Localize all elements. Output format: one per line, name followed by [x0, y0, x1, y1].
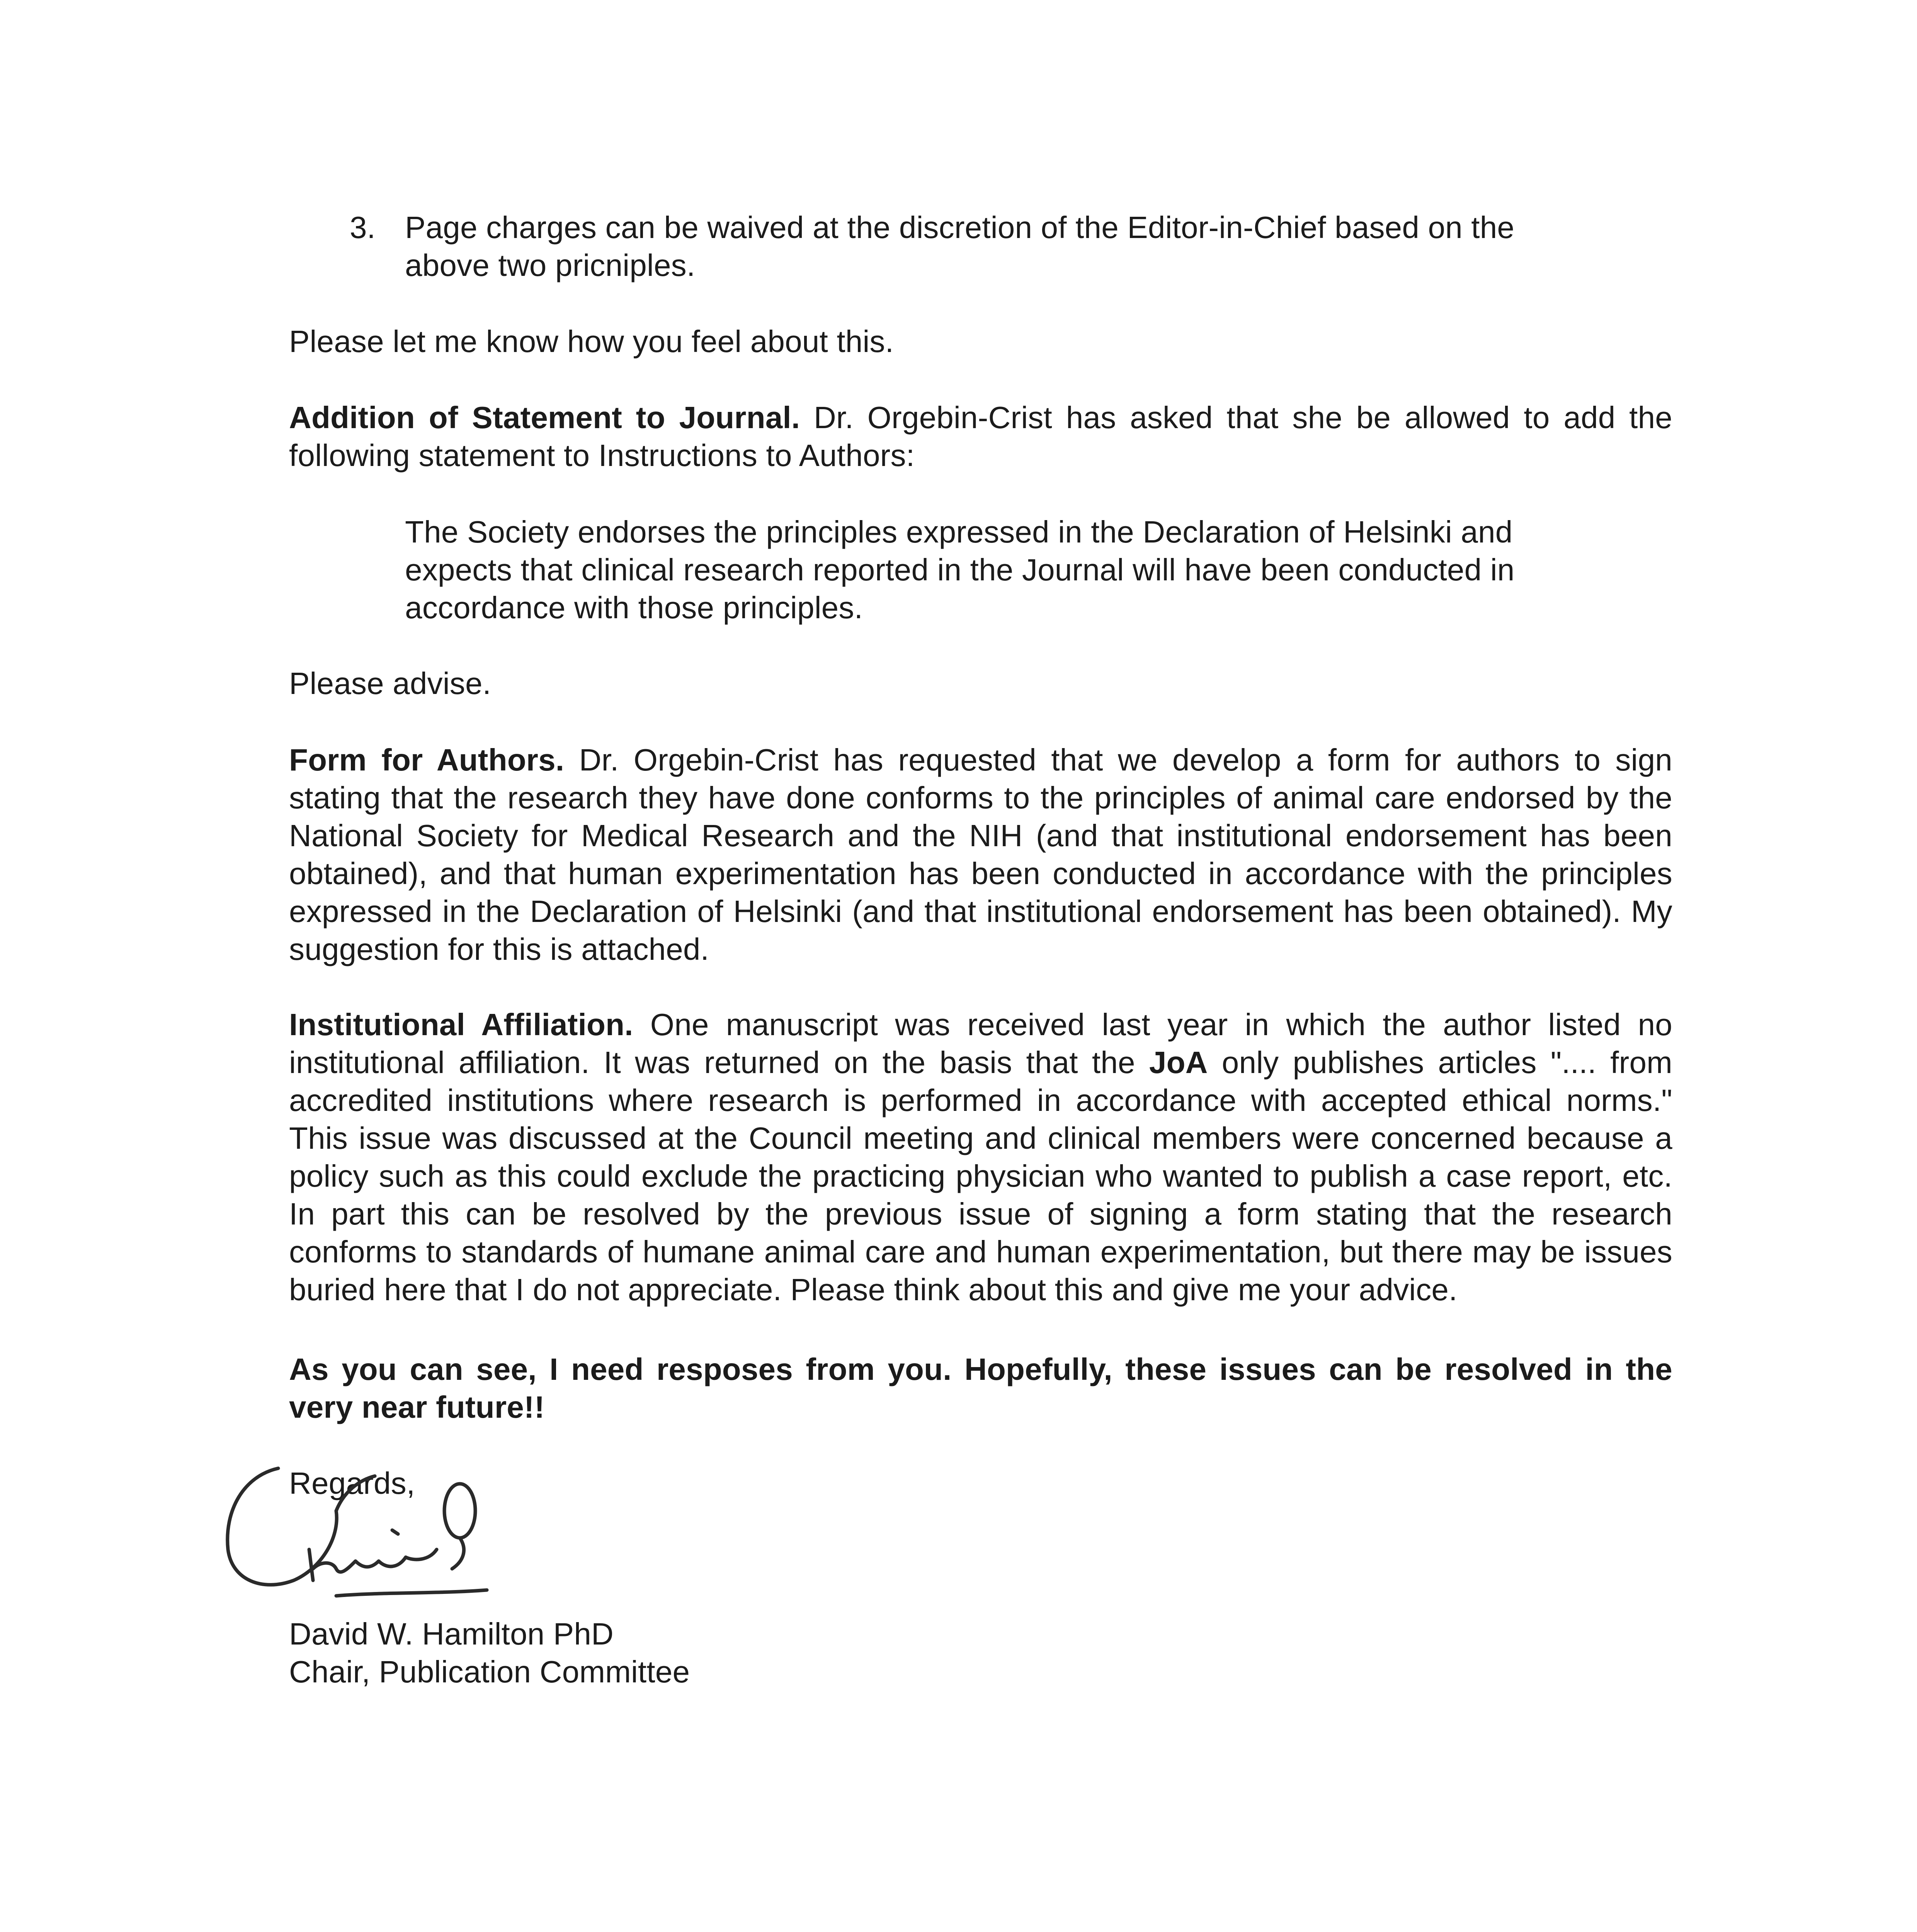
affiliation-paragraph [289, 1006, 1672, 1309]
form-authors-heading: Form for Authors. [289, 743, 565, 777]
list-number: 3. [350, 210, 376, 245]
signer-title: Chair, Publication Committee [289, 1655, 690, 1689]
handwritten-signature [220, 1453, 506, 1615]
helsinki-quote: The Society endorses the principles expressed in the Declaration of Helsinki and expects that clinical research reported in the Journal will have been conducted in accordance with those principles. [405, 515, 1515, 625]
affiliation-body-1: One manuscript was received last year in which the author listed no institutional affiliation. It was returned on the basis that the [289, 1007, 1672, 1080]
salutation: Regards, [289, 1466, 415, 1500]
list-item-3-text: Page charges can be waived at the discretion of the Editor-in-Chief based on the above two pricniples. [405, 210, 1515, 282]
statement-heading: Addition of Statement to Journal. [289, 400, 800, 435]
form-authors-body: Dr. Orgebin-Crist has requested that we develop a form for authors to sign stating that the research they have done conforms to the principles of animal care endorsed by the National Society for Medical Research and the NIH (and that institutional endorsement has been obtained), and that human experimentation has been conducted in accordance with the principles expressed in the Declaration of Helsinki (and that institutional endorsement has been obtained). My suggestion for this is attached. [289, 743, 1672, 966]
closing-emphasis: As you can see, I need resposes from you. Hopefully, these issues can be resolved in the very near future!! [289, 1352, 1672, 1424]
feel-paragraph: Please let me know how you feel about this. [289, 324, 894, 359]
form-authors-paragraph [289, 741, 1672, 968]
statement-body: Dr. Orgebin-Crist has asked that she be allowed to add the following statement to Instructions to Authors: [289, 400, 1672, 473]
journal-abbreviation: JoA [1149, 1045, 1208, 1080]
signer-name: David W. Hamilton PhD [289, 1617, 614, 1651]
affiliation-heading: Institutional Affiliation. [289, 1007, 633, 1042]
statement-paragraph [289, 399, 1672, 474]
advise-paragraph: Please advise. [289, 666, 492, 701]
affiliation-body-2: only publishes articles ".... from accredited institutions where research is performed in accordance with accepted ethical norms." This issue was discussed at the Council meeting and clinical members were concerned because a policy such as this could exclude the practicing physician who wanted to publish a case report, etc. In part this can be resolved by the previous issue of signing a form stating that the research conforms to standards of humane animal care and human experimentation, but there may be issues buried here that I do not appreciate. Please think about this and give me your advice. [289, 1045, 1672, 1307]
